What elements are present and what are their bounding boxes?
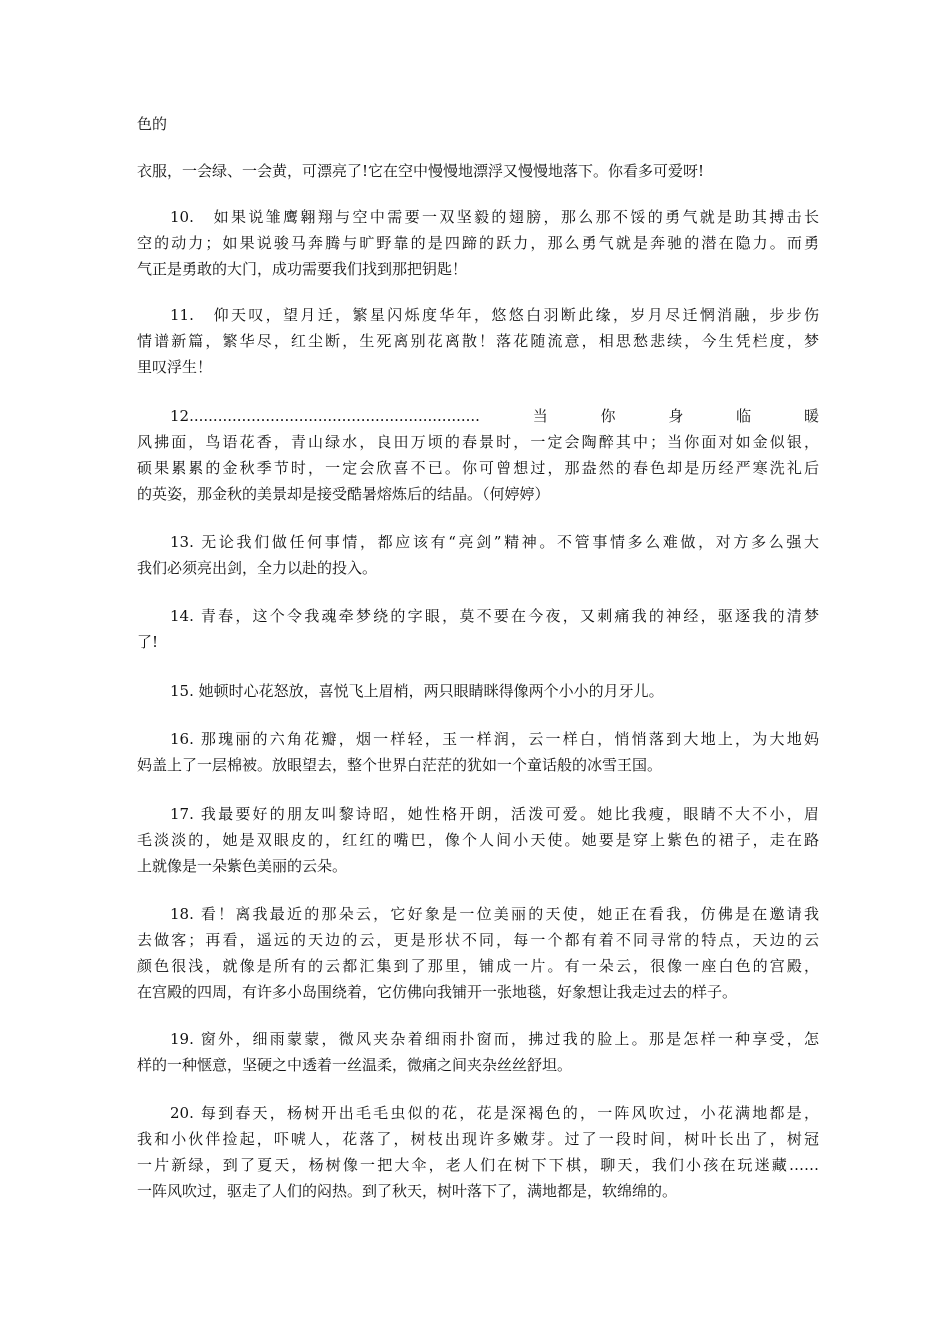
paragraph-10-line: 气正是勇敢的大门，成功需要我们找到那把钥匙！ [137,260,468,278]
paragraph-14-line: 14. 青春，这个令我魂牵梦绕的字眼，莫不要在今夜，又刺痛我的神经，驱逐我的清梦 [170,607,819,625]
text-line: 色的 [137,115,168,133]
paragraph-16-line: 妈盖上了一层棉被。放眼望去，整个世界白茫茫的犹如一个童话般的冰雪王国。 [137,756,663,774]
paragraph-11-line: 11. 仰天叹，望月迁，繁星闪烁度华年，悠悠白羽断此缘，岁月尽迁惘消融，步步伤 [170,306,819,324]
paragraph-11-line: 里叹浮生！ [137,358,213,376]
paragraph-17-line: 上就像是一朵紫色美丽的云朵。 [137,857,348,875]
paragraph-19-line: 19. 窗外，细雨蒙蒙，微风夹杂着细雨扑窗而，拂过我的脸上。那是怎样一种享受，怎 [170,1030,819,1048]
paragraph-17-line: 17. 我最要好的朋友叫黎诗昭，她性格开朗，活泼可爱。她比我瘦，眼睛不大不小，眉 [170,805,819,823]
paragraph-13-line: 13. 无论我们做任何事情，都应该有“亮剑”精神。不管事情多么难做，对方多么强大 [170,533,819,551]
paragraph-12-line: 12.............................................................当你身临暖 [170,407,819,425]
paragraph-20-line: 一片新绿，到了夏天，杨树像一把大伞，老人们在树下下棋，聊天，我们小孩在玩迷藏…… [137,1156,819,1174]
paragraph-18-line: 去做客；再看，遥远的天边的云，更是形状不同，每一个都有着不同寻常的特点，天边的云 [137,931,819,949]
paragraph-20-line: 20. 每到春天，杨树开出毛毛虫似的花，花是深褐色的，一阵风吹过，小花满地都是， [170,1104,819,1122]
paragraph-14-line: 了! [137,633,159,651]
paragraph-20-line: 一阵风吹过，驱走了人们的闷热。到了秋天，树叶落下了，满地都是，软绵绵的。 [137,1182,678,1200]
paragraph-18-line: 在宫殿的四周，有许多小岛围绕着，它仿佛向我铺开一张地毯，好象想让我走过去的样子。 [137,983,738,1001]
text-line: 衣服，一会绿、一会黄，可漂亮了!它在空中慢慢地漂浮又慢慢地落下。你看多可爱呀! [137,162,705,180]
paragraph-10-line: 10. 如果说雏鹰翱翔与空中需要一双坚毅的翅膀，那么那不馁的勇气就是助其搏击长 [170,208,819,226]
paragraph-15-line: 15. 她顿时心花怒放，喜悦飞上眉梢，两只眼睛眯得像两个小小的月牙儿。 [170,682,664,700]
paragraph-18-line: 颜色很浅，就像是所有的云都汇集到了那里，铺成一片。有一朵云，很像一座白色的宫殿， [137,957,819,975]
paragraph-12-line: 的英姿，那金秋的美景却是接受酷暑熔炼后的结晶。（何婷婷） [137,485,550,503]
paragraph-18-line: 18. 看！离我最近的那朵云，它好象是一位美丽的天使，她正在看我，仿佛是在邀请我 [170,905,819,923]
paragraph-16-line: 16. 那瑰丽的六角花瓣，烟一样轻，玉一样润，云一样白，悄悄落到大地上，为大地妈 [170,730,819,748]
paragraph-11-line: 情谱新篇，繁华尽，红尘断，生死离别花离散！落花随流意，相思愁悲续，今生凭栏度，梦 [137,332,819,350]
paragraph-12-line: 风拂面，鸟语花香，青山绿水，良田万顷的春景时，一定会陶醉其中；当你面对如金似银， [137,433,819,451]
paragraph-17-line: 毛淡淡的，她是双眼皮的，红红的嘴巴，像个人间小天使。她要是穿上紫色的裙子，走在路 [137,831,819,849]
paragraph-13-line: 我们必须亮出剑，全力以赴的投入。 [137,559,378,577]
paragraph-10-line: 空的动力；如果说骏马奔腾与旷野靠的是四蹄的跃力，那么勇气就是奔驰的潜在隐力。而勇 [137,234,819,252]
paragraph-12-line: 硕果累累的金秋季节时，一定会欣喜不已。你可曾想过，那盎然的春色却是历经严寒洗礼后 [137,459,819,477]
paragraph-19-line: 样的一种惬意，坚硬之中透着一丝温柔，微痛之间夹杂丝丝舒坦。 [137,1056,573,1074]
paragraph-20-line: 我和小伙伴捡起，吓唬人，花落了，树枝出现许多嫩芽。过了一段时间，树叶长出了，树冠 [137,1130,819,1148]
